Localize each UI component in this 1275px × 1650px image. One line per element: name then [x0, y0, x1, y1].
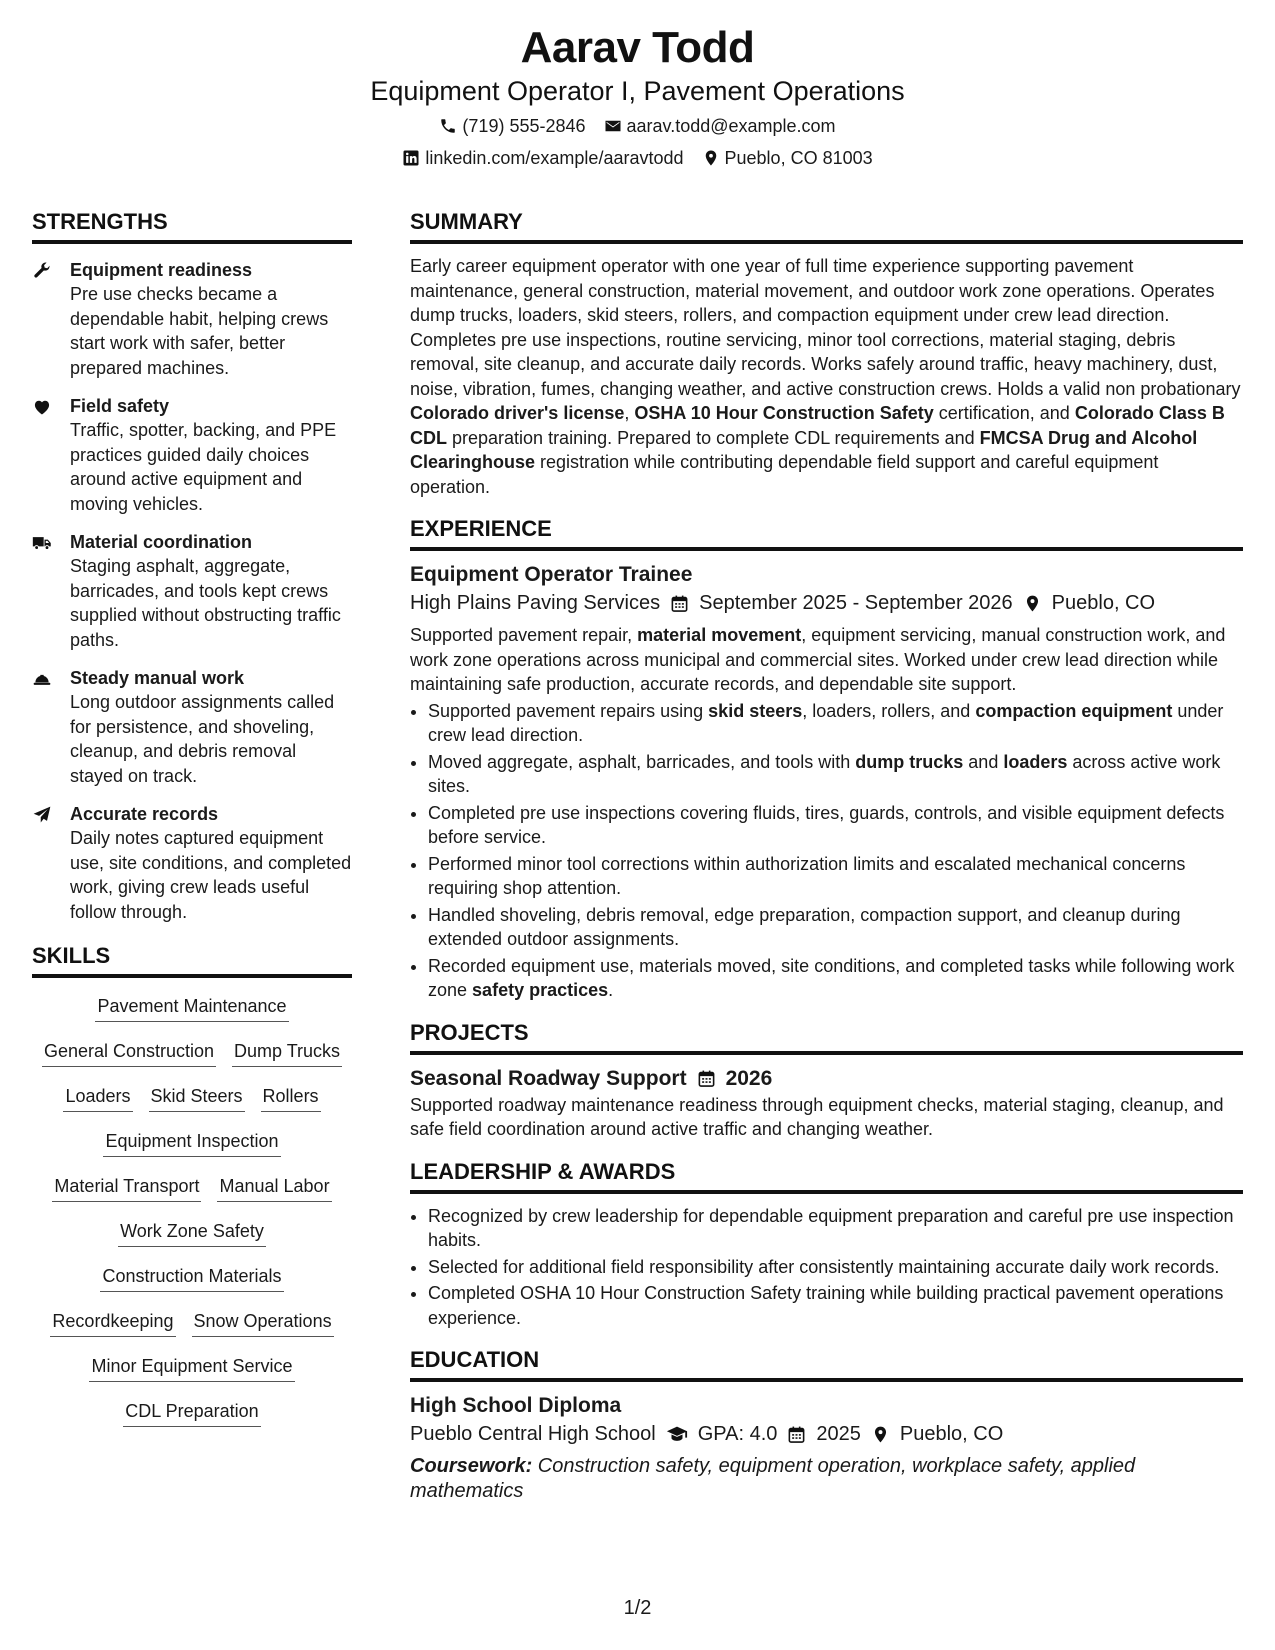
list-item: • Selected for additional field responsibility after consistently maintaining accurate daily work records.	[428, 1255, 1243, 1280]
list-item: • Recorded equipment use, materials moved, site conditions, and completed tasks while following work zone safety practices.	[428, 954, 1243, 1003]
strengths-list	[32, 258, 352, 924]
envelope-icon	[604, 117, 622, 135]
hard-hat-icon	[32, 669, 52, 689]
strength-desc: Traffic, spotter, backing, and PPE practices guided daily choices around active equipment and moving vehicles.	[70, 420, 337, 514]
heart-icon	[32, 397, 52, 417]
page-number: 1/2	[623, 1597, 652, 1619]
map-marker-icon	[871, 1425, 890, 1444]
contact-row-2	[0, 146, 1275, 170]
summary-section	[410, 208, 1243, 499]
skills-row	[32, 1219, 352, 1264]
list-item: • Supported pavement repairs using skid steers, loaders, rollers, and compaction equipment under crew lead direction.	[428, 699, 1243, 748]
strength-desc: Staging asphalt, aggregate, barricades, and tools kept crews supplied without obstructing traffic paths.	[70, 556, 341, 650]
skill-chip: General Construction	[42, 1039, 216, 1067]
strength-title: Field safety	[70, 396, 170, 416]
coursework: Coursework: Construction safety, equipment operation, workplace safety, applied mathematics	[410, 1455, 1136, 1502]
job-title: Equipment Operator Trainee	[410, 563, 693, 586]
job-location: Pueblo, CO	[1051, 592, 1156, 614]
skills-heading: SKILLS	[32, 942, 352, 978]
strength-desc: Pre use checks became a dependable habit, helping crews start work with safer, better prepared machines.	[70, 284, 329, 378]
projects-section	[410, 1019, 1243, 1142]
skill-chip: Dump Trucks	[232, 1039, 342, 1067]
right-column	[410, 208, 1243, 1520]
linkedin-contact[interactable]	[402, 146, 683, 170]
project-year: 2026	[725, 1066, 773, 1090]
job-meta	[410, 589, 1243, 617]
skill-chip: Snow Operations	[192, 1309, 334, 1337]
truck-icon	[32, 533, 52, 553]
skill-chip: Construction Materials	[100, 1264, 283, 1292]
linkedin-text: linkedin.com/example/aaravtodd	[425, 148, 684, 168]
calendar-icon	[697, 1069, 716, 1088]
skills-row	[32, 1174, 352, 1219]
project-title-row	[410, 1065, 1243, 1093]
project-title: Seasonal Roadway Support	[410, 1066, 687, 1090]
phone-icon	[439, 117, 457, 135]
skill-chip: Work Zone Safety	[118, 1219, 266, 1247]
strength-title: Steady manual work	[70, 668, 245, 688]
skill-chip: Rollers	[261, 1084, 321, 1112]
location-text: Pueblo, CO 81003	[724, 148, 873, 168]
skills-row	[32, 1084, 352, 1129]
phone-text: (719) 555-2846	[462, 116, 586, 136]
list-item: • Performed minor tool corrections within authorization limits and escalated mechanical concerns requiring shop attention.	[428, 852, 1243, 901]
linkedin-icon	[402, 149, 420, 167]
map-marker-icon	[1023, 594, 1042, 613]
skill-chip: Loaders	[63, 1084, 132, 1112]
leadership-bullets	[410, 1204, 1243, 1331]
phone-contact[interactable]	[439, 114, 585, 138]
strengths-heading: STRENGTHS	[32, 208, 352, 244]
strength-desc: Daily notes captured equipment use, site conditions, and completed work, giving crew leads useful follow through.	[70, 828, 352, 922]
strength-item	[32, 802, 352, 924]
degree: High School Diploma	[410, 1394, 622, 1417]
leadership-heading: LEADERSHIP & AWARDS	[410, 1158, 1243, 1194]
skills-row	[32, 994, 352, 1039]
list-item: • Recognized by crew leadership for dependable equipment preparation and careful pre use inspection habits.	[428, 1204, 1243, 1253]
strength-desc: Long outdoor assignments called for persistence, and shoveling, cleanup, and debris removal stayed on track.	[70, 692, 335, 786]
left-column	[32, 208, 352, 1444]
skill-chip: CDL Preparation	[123, 1399, 260, 1427]
resume-header	[0, 22, 1275, 170]
skill-chip: Manual Labor	[217, 1174, 331, 1202]
experience-heading: EXPERIENCE	[410, 515, 1243, 551]
experience-section	[410, 515, 1243, 1003]
map-marker-icon	[702, 149, 720, 167]
list-item: • Completed pre use inspections covering fluids, tires, guards, controls, and visible equipment defects before service.	[428, 801, 1243, 850]
graduation-cap-icon	[666, 1423, 688, 1445]
skill-chip: Recordkeeping	[50, 1309, 175, 1337]
calendar-icon	[787, 1425, 806, 1444]
skills-row	[32, 1039, 352, 1084]
skills-row	[32, 1399, 352, 1444]
email-text: aarav.todd@example.com	[626, 116, 836, 136]
skill-chip: Minor Equipment Service	[89, 1354, 294, 1382]
projects-heading: PROJECTS	[410, 1019, 1243, 1055]
skill-chip: Material Transport	[52, 1174, 201, 1202]
strength-title: Equipment readiness	[70, 260, 253, 280]
strength-title: Accurate records	[70, 804, 219, 824]
education-section	[410, 1346, 1243, 1504]
skills-row	[32, 1264, 352, 1309]
list-item: • Handled shoveling, debris removal, edge preparation, compaction support, and cleanup during extended outdoor assignments.	[428, 903, 1243, 952]
strength-item	[32, 394, 352, 516]
graduation-year: 2025	[816, 1423, 861, 1445]
gpa: GPA: 4.0	[697, 1423, 778, 1445]
email-contact[interactable]	[604, 114, 836, 138]
skill-chip: Equipment Inspection	[103, 1129, 280, 1157]
skills-row	[32, 1309, 352, 1354]
skills-row	[32, 1354, 352, 1399]
candidate-title: Equipment Operator I, Pavement Operations	[370, 76, 905, 106]
leadership-section	[410, 1158, 1243, 1331]
location-contact	[702, 146, 873, 170]
school-location: Pueblo, CO	[899, 1423, 1004, 1445]
school-name: Pueblo Central High School	[410, 1423, 656, 1445]
skill-chip: Skid Steers	[149, 1084, 245, 1112]
calendar-icon	[670, 594, 689, 613]
project-desc: Supported roadway maintenance readiness through equipment checks, material staging, cleanup, and safe field coordination around active traffic and changing weather.	[410, 1094, 1224, 1139]
summary-heading: SUMMARY	[410, 208, 1243, 244]
skill-chip: Pavement Maintenance	[95, 994, 288, 1022]
job-bullets	[410, 699, 1243, 1003]
education-meta	[410, 1420, 1243, 1448]
strength-item	[32, 530, 352, 652]
skills-row	[32, 1129, 352, 1174]
skills-list	[32, 994, 352, 1444]
company-name: High Plains Paving Services	[410, 592, 661, 614]
candidate-name: Aarav Todd	[520, 23, 755, 72]
strength-item	[32, 258, 352, 380]
job-dates: September 2025 - September 2026	[699, 592, 1013, 614]
wrench-icon	[32, 261, 52, 281]
list-item: • Moved aggregate, asphalt, barricades, and tools with dump trucks and loaders across active work sites.	[428, 750, 1243, 799]
contact-row-1	[0, 114, 1275, 138]
education-heading: EDUCATION	[410, 1346, 1243, 1382]
list-item: • Completed OSHA 10 Hour Construction Safety training while building practical pavement operations experience.	[428, 1281, 1243, 1330]
paper-plane-icon	[32, 805, 52, 825]
strength-item	[32, 666, 352, 788]
job-intro: Supported pavement repair, material movement, equipment servicing, manual construction work, and work zone operations across municipal and commercial sites. Worked under crew lead direction while maintaining safe production, accurate records, and dependable site support.	[410, 625, 1226, 694]
strength-title: Material coordination	[70, 532, 253, 552]
summary-text: Early career equipment operator with one year of full time experience supporting pavement maintenance, general construction, material movement, and outdoor work zone operations. Operates dump trucks, loaders, skid steers, rollers, and compaction equipment under crew lead direction. Completes pre use inspections, routine servicing, minor tool corrections, material staging, debris removal, site cleanup, and accurate daily records. Works safely around traffic, heavy machinery, dust, noise, vibration, fumes, changing weather, and active construction crews. Holds a valid non probationary Colorado driver's license, OSHA 10 Hour Construction Safety certification, and Colorado Class B CDL preparation training. Prepared to complete CDL requirements and FMCSA Drug and Alcohol Clearinghouse registration while contributing dependable field support and careful equipment operation.	[410, 256, 1241, 497]
